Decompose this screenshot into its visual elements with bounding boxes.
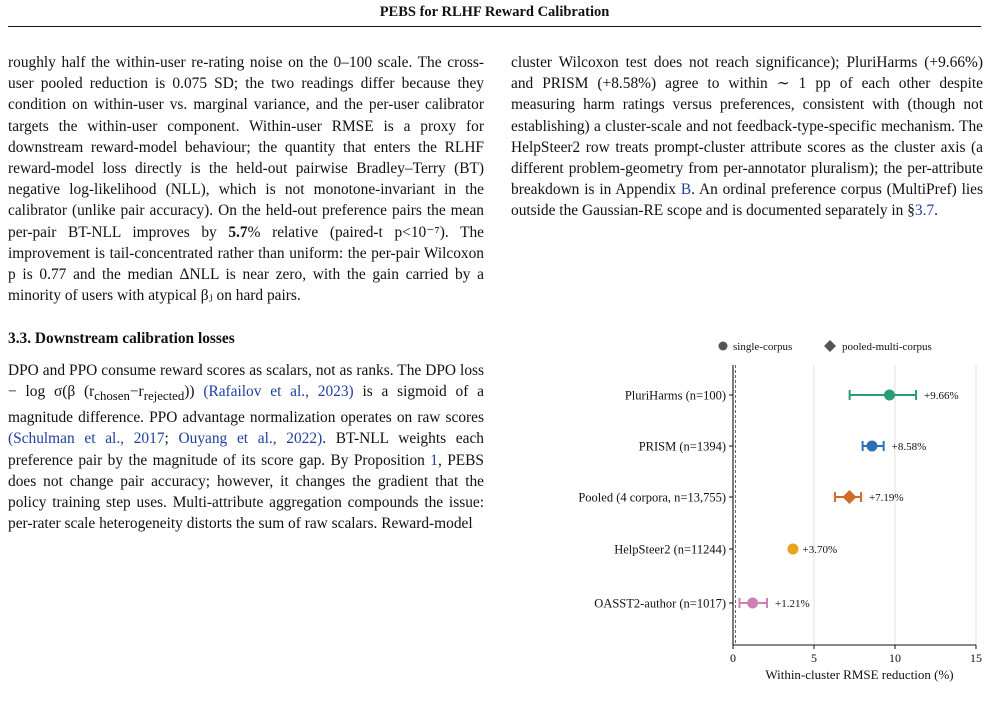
x-tick-label: 0 (730, 651, 736, 665)
data-label: +9.66% (924, 390, 959, 402)
header-rule (8, 26, 981, 27)
x-tick-label: 5 (811, 651, 817, 665)
text-span: roughly half the within-user re-rating noise on the 0–100 scale. The cross-user pooled reduction is 0.075 SD; the two readings differ because they condition on within-user vs. marginal variance, and the per-user calibrator targets the within-user component. Within-user RMSE is a proxy for downstream reward-model behaviour; the quantity that enters the RLHF reward-model loss directly is the held-out pairwise Bradley–Terry (BT) negative log-likelihood (NLL), which is not monotone-invariant in the calibrator (unlike pair accuracy). On the held-out preference pairs the mean per-pair BT-NLL improves by (8, 54, 484, 241)
text-span: is a sigmoid of a magnitude difference. PPO advantage normalization operates on raw scores (8, 382, 484, 427)
data-point-circle (787, 544, 798, 555)
category-label: HelpSteer2 (n=11244) (614, 542, 726, 557)
proposition-ref[interactable]: 1 (430, 451, 438, 469)
right-paragraph-1 (511, 52, 983, 222)
left-paragraph-2 (8, 360, 484, 535)
category-label: Pooled (4 corpora, n=13,755) (578, 490, 726, 505)
text-span: . (934, 202, 939, 220)
page-header-title: PEBS for RLHF Reward Calibration (379, 4, 610, 20)
appendix-ref[interactable]: B (680, 181, 692, 199)
bold-number: 5.7 (228, 223, 248, 241)
text-span: . BT-NLL weights each preference pair by the magnitude of its score gap. By Proposition (8, 430, 484, 469)
text-span: cluster Wilcoxon test does not reach significance); PluriHarms (+9.66%) and PRISM (+8.58%) agree to within ∼ 1 pp of each other despite measuring harm ratings versus preferences, consistent with (though not establishing) a cluster-scale and not feedback-type-specific mechanism. The HelpSteer2 row treats prompt-cluster attribute scores as the cluster axis (a different problem-geometry from per-annotator pluralism); the per-attribute breakdown is in Appendix (511, 54, 983, 199)
data-point-circle (884, 390, 895, 401)
right-column (511, 52, 983, 222)
subscript-chosen: chosen (94, 388, 130, 403)
forest-plot-figure (516, 335, 986, 695)
legend-label-single: single-corpus (733, 341, 793, 353)
x-tick-label: 15 (970, 651, 982, 665)
text-span: % relative (paired-t p<10⁻⁷). The improvement is tail-concentrated rather than uniform: the per-pair Wilcoxon p is 0.77 and the median ΔNLL is near zero, with the gain carried by a minority of users with atypical βⱼ on hard pairs. (8, 223, 484, 305)
data-point-circle (866, 441, 877, 452)
legend-label-pooled: pooled-multi-corpus (842, 341, 932, 353)
left-paragraph-1 (8, 52, 484, 306)
text-span: . An ordinal preference corpus (MultiPref) lies outside the Gaussian-RE scope and is documented separately in § (511, 181, 983, 220)
text-span: , PEBS does not change pair accuracy; however, it changes the gradient that the policy training step uses. Multi-attribute aggregation compounds the issue: per-rater scale heterogeneity distorts the sum of raw scalars. Reward-model (8, 451, 484, 533)
section-heading: 3.3. Downstream calibration losses (8, 330, 235, 348)
data-point-diamond (842, 490, 856, 504)
category-label: PRISM (n=1394) (638, 439, 726, 454)
data-label: +3.70% (802, 544, 838, 556)
data-label: +8.58% (891, 441, 927, 453)
text-span: ; (164, 430, 179, 448)
data-label: +1.21% (775, 598, 810, 610)
citation-rafailov[interactable]: (Rafailov et al., 2023) (203, 382, 354, 400)
category-label: PluriHarms (n=100) (624, 388, 726, 403)
citation-ouyang[interactable]: Ouyang et al., 2022) (178, 430, 323, 448)
text-span: DPO and PPO consume reward scores as scalars, not as ranks. The DPO loss − log σ(β (r (8, 361, 484, 400)
forest-plot-svg (516, 335, 986, 695)
data-label: +7.19% (868, 492, 904, 504)
legend-diamond-marker (824, 340, 836, 352)
category-label: OASST2-author (n=1017) (594, 596, 726, 611)
citation-schulman[interactable]: (Schulman et al., 2017 (8, 430, 165, 448)
text-span: )) (184, 382, 204, 400)
subscript-rejected: rejected (143, 388, 185, 403)
data-point-circle (747, 598, 758, 609)
x-tick-label: 10 (889, 651, 901, 665)
left-column (8, 52, 484, 534)
text-span: −r (129, 382, 144, 400)
legend-circle-marker (719, 342, 728, 351)
section-ref[interactable]: 3.7 (914, 202, 935, 220)
x-axis-label: Within-cluster RMSE reduction (%) (765, 667, 954, 682)
